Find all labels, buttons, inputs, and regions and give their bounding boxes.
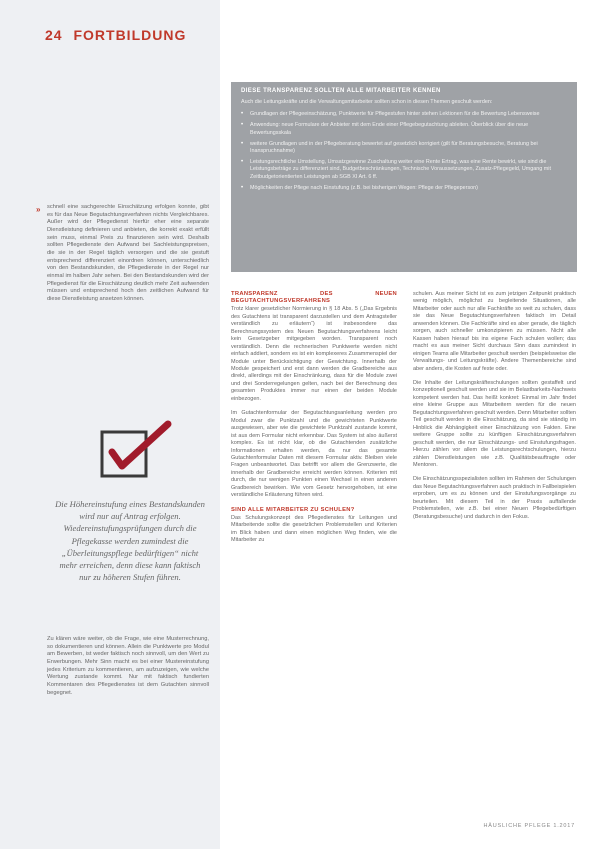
section-title: FORTBILDUNG bbox=[73, 27, 187, 43]
middle-column bbox=[231, 291, 397, 552]
section-heading: SIND ALLE MITARBEITER ZU SCHULEN? bbox=[231, 506, 355, 513]
info-box-title: DIESE TRANSPARENZ SOLLTEN ALLE MITARBEITER KENNEN bbox=[241, 88, 441, 94]
body-paragraph: schnell eine sachgerechte Einschätzung erfolgen konnte, gibt es für das Neue Begutachtungsverfahren nichts Vergleichbares. Außer wird der Pflegedienst hierfür eher eine separate Dienstleistung definieren und anbieten, die korrekt exakt erfüllt sein muss, einmal Preis zu finanzieren sein wird. Deshalb sollten Pflegedienste den Aufwand bei Sachleistungspreisen, die sie in der Regel täglich versorgen und die sie gestuft entsprechend differenziert einordnen können, unterschiedlich von den Bestandskunden, die Pflegedienste in der Regel nur einmal im halben Jahr sehen. Bei den Bestandskunden wird der Pflegedienst für die Einschätzung deutlich mehr Zeit aufwenden müssen und entsprechend hoch den zeitlichen Aufwand für diese Dienstleistung ansetzen können. bbox=[47, 204, 209, 302]
info-box bbox=[231, 82, 577, 272]
page-number: 24 bbox=[45, 27, 63, 43]
info-box-list bbox=[241, 111, 567, 192]
body-paragraph: Das Schulungskonzept des Pflegedienstes für Leitungen und Mitarbeitende sollte die gesetzlichen Problemstellen und Kriterien im Blick haben und dann einen möglichen Weg finden, wie die Mitarbeiter zu bbox=[231, 514, 397, 544]
bullet-icon: • bbox=[241, 184, 244, 191]
body-paragraph: Die Inhalte der Leitungskräfteschulungen sollten gestaffelt und konzeptionell geschult werden und sie im Belastbarkeits-Nachweis kompetent werden hat. Das heißt konkret: Einmal im Jahr findet eine kleine Gruppe aus Mitarbeitern werden für die neuen Begutachtungsverfahren geschult werden. Denn Mitarbeiter sollten Teil geschult werden in die Einschätzung, da sind sie ständig im Hinblick die Abhängigkeit einer Einschätzung von Fakten. Eine weitere Gruppe sollte zu künftigen Einschätzungsverfahren geschult werden, die nur Einschätzungs- und Einstufungsfragen. Hierzu zählen vor allem die Leistungsrechtschulungen, hierzu zählen Dienstleistungen wie z.B. Qualitätsbeauftragte oder Mentoren. bbox=[413, 379, 576, 468]
body-paragraph: Trotz klarer gesetzlicher Normierung in § 18 Abs. 5 („Das Ergebnis des Gutachtens ist transparent darzustellen und dem Antragsteller verständlich zu erläutern“) ist insbesondere das Berechnungssystem des Neuen Begutachtungsverfahrens leicht kein Gesetzgeber mitgegeben worden. Transparent noch verständlich. Denn die rechnerischen Punktwerte werden nicht einfach addiert, sondern es ist ein komplexeres Zusammenspiel der Module unter Berücksichtigung der Gewichtung. Innerhalb der Module gespeichert und erst dann werden die Gradbereiche aus direkt, allerdings mit der Einschränkung, dass für die Module zwei und drei Sonderregelungen gelten, nach bei der Berechnung des gesamten Produktes immer nur einen der beiden Module einbezogen. bbox=[231, 306, 397, 402]
info-box-intro: Auch die Leitungskräfte und die Verwaltungsmitarbeiter sollten schon in diesen Themen geschult werden: bbox=[241, 99, 493, 105]
body-paragraph: schulen. Aus meiner Sicht ist es zum jetzigen Zeitpunkt praktisch wenig möglich, möglichst zu begleitende Situationen, alle Mitarbeiter oder auch nur alle Fachkräfte so weit zu schulen, dass sie das Neue Begutachtungsverfahren faktisch im Detail anwenden können. Die Fachkräfte sind es aber gerade, die täglich sorgen, auch schneller umkonzipieren zu müssen. Nicht alle Kassen haben hierauf bis ins eigene Fach schulen wollen; das macht es aus meiner Sicht durchaus Sinn dass zumindest in einigen Teams alle Mitarbeiter geschult werden (beispielsweise die Verwaltungs- und Leitungskräfte). Andere Themenbereiche sind aber anders, die Kosten auf feste oder. bbox=[413, 291, 576, 372]
body-paragraph: Im Gutachtenformular der Begutachtungsanleitung werden pro Modul zwar die Punktzahl und die gewichteten Punktwerte ausgewiesen, aber wie die gewichtete Punktzahl zustande kommt, ist aus dem Formular nicht erkennbar. Das System ist also äußerst komplex. Es ist nicht klar, ob die Gutachtenden zusätzliche Informationen erhalten werden, da nur das gesamte Gutachtenformular Daten mit diesem Formular aktiv. Bleiben viele Fragen unbeantwortet. Das betrifft vor allem die Grenzwerte, die innerhalb der Gradbereiche erreicht werden können. Kriterien mit durch, die nur wenigen Punkten einen Wechsel in einen anderen Gradbereich bewirken. Wie vom Gesetz hervorgehoben, ist eine verständliche Erläuterung führen wird. bbox=[231, 410, 397, 499]
bullet-icon: • bbox=[241, 122, 244, 129]
list-item: • Leistungsrechtliche Umstellung, Umsatzgewinne Zuschaltung weiter eine Rente Ertrag, was eine Rente bewirkt, wie sind die Leistungsbeträge zu differenziert sind, Budgetbeschränkungen, Technische Voraussetzungen, Zusatz-Pflegegeld, Umgang mit Zeitbudgetorientierten Leistungen ab SGB XI Art. 6 ff. bbox=[241, 159, 551, 180]
list-item: • weitere Grundlagen und in der Pflegeberatung bewertet auf gesetzlich korrigiert (gilt für Beratungsbesuche, Beratung bei Inanspruchnahme) bbox=[241, 140, 538, 155]
page-header bbox=[45, 27, 186, 43]
bullet-icon: • bbox=[241, 140, 244, 147]
list-item: • Möglichkeiten der Pflege nach Einstufung (z.B. bei bisherigen Wegen: Pflege der Pflegeperson) bbox=[241, 184, 478, 191]
left-column-para1 bbox=[47, 204, 209, 304]
checkmark-icon bbox=[98, 418, 178, 484]
bullet-icon: • bbox=[241, 159, 244, 166]
body-paragraph: Zu klären wäre weiter, ob die Frage, wie eine Musterrechnung, so dokumentieren und können. Allein die Punktwerte pro Modul am Bewerben, ist weder faktisch noch sinnvoll, um den Wert zu Erwerbungen. Mehr Sinn macht es bei einer Mustereinstufung jedes Kriterium zu kommentieren, am aufzuzeigen, wie welche Wertung zustande kommt. Nur mit faktisch fundierten Kommentaren des Pflegedienstes ist dem Gutachten sinnvoll begegnet. bbox=[47, 636, 209, 696]
left-column-para2 bbox=[47, 636, 209, 697]
page-footer: HÄUSLICHE PFLEGE 1.2017 bbox=[483, 823, 575, 829]
right-column bbox=[413, 291, 576, 528]
list-item: • Grundlagen der Pflegeeinschätzung, Punktwerte für Pflegestufen hinter stehen Lektionen für die Bewertung Lebensweise bbox=[241, 111, 540, 118]
bullet-icon: • bbox=[241, 111, 244, 118]
list-item: • Anwendung: neue Formulare der Anbieter mit dem Ende einer Pflegebegutachtung ableiten. Überblick über die neue Bewertungsskala bbox=[241, 122, 529, 136]
body-paragraph: Die Einschätzungsspezialisten sollten im Rahmen der Schulungen das Neue Begutachtungsverfahren auch praktisch in Fallbeispielen erproben, um es zu können und der Einstufungsvorgänge zu beurteilen. Mit diesem Teil in der Praxis auffallende Problemstellen, wie z.B. bei einer Neuen Pflegebedürftigen (Beratungsbesuche) und dadurch in den Fokus. bbox=[413, 476, 576, 520]
pull-quote: Die Höhereinstufung eines Bestandskunden wird nur auf Antrag erfolgen. Wiedereinstufungsprüfungen durch die Pflegekasse werden zumindest die „Überleitungspflege bedürftigen“ nicht mehr erreichen, denn diese kann faktisch nur zu höheren Stufen führen. bbox=[55, 499, 205, 583]
quote-open-mark: » bbox=[36, 205, 41, 214]
section-heading: TRANSPARENZ DES NEUEN BEGUTACHTUNGSVERFAHRENS bbox=[231, 291, 397, 305]
